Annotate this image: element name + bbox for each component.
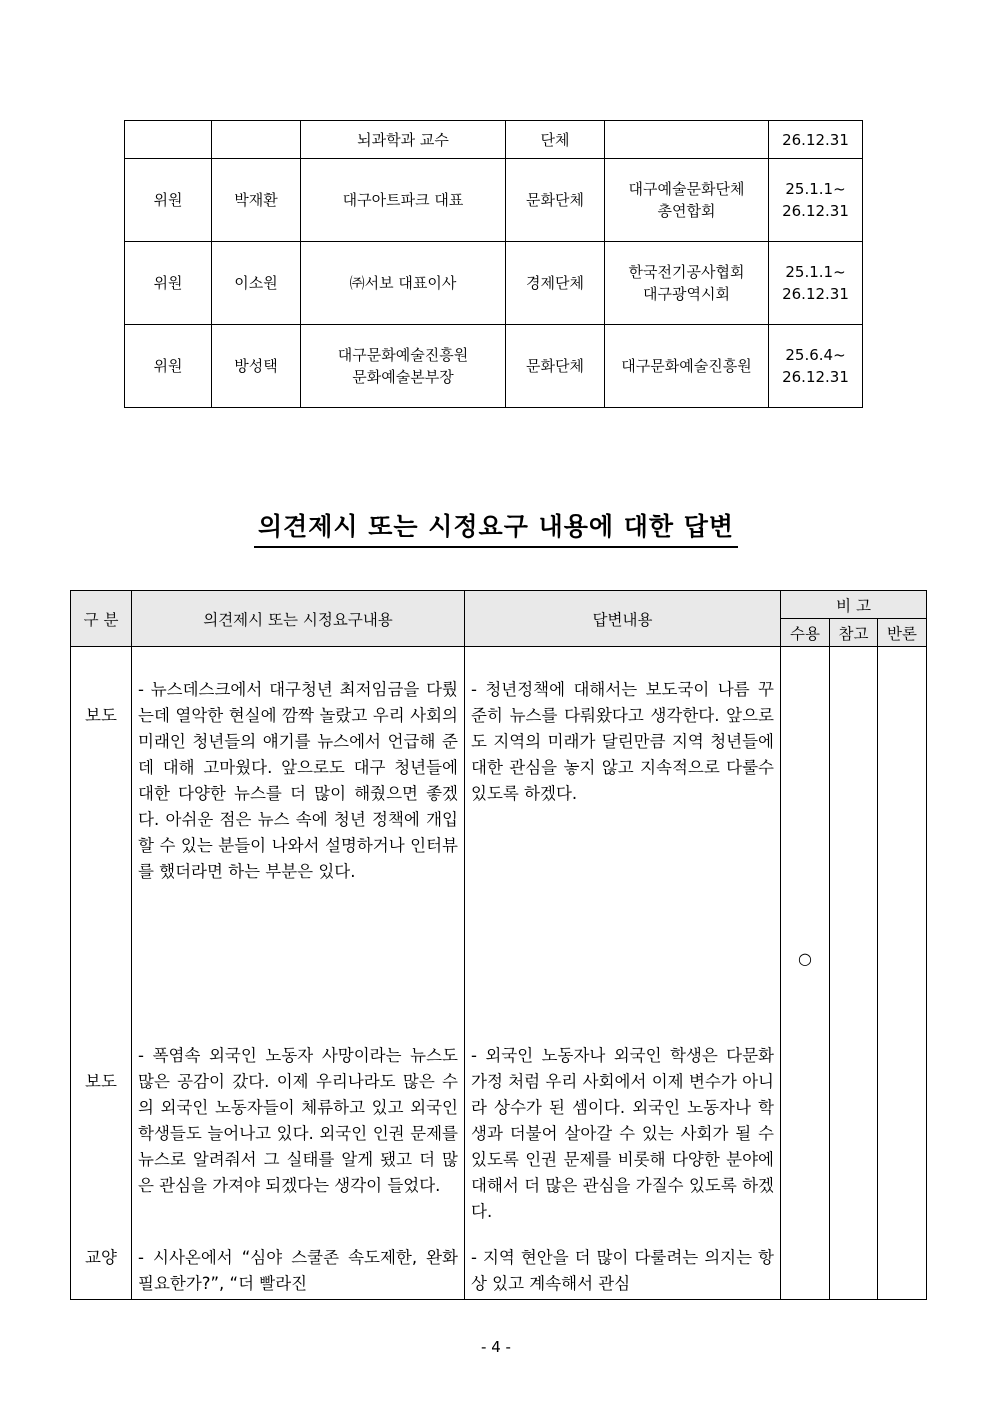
header-rebut: 반론: [878, 619, 927, 647]
entry-answer: - 청년정책에 대해서는 보도국이 나름 꾸준히 뉴스를 다뤄왔다고 생각한다. 앞으로도 지역의 미래가 달린만큼 지역 청년들에 대한 관심을 놓지 않고 지속적으로 다룰수 있도록 하겠다.: [471, 680, 774, 803]
header-category: 구 분: [71, 591, 132, 647]
category-column: [71, 647, 132, 1300]
header-opinion: 의견제시 또는 시정요구내용: [132, 591, 465, 647]
entry-opinion: - 시사온에서 “심야 스쿨존 속도제한, 완화 필요한가?”, “더 빨라진: [138, 1248, 458, 1293]
opinion-column: [132, 647, 465, 1300]
committee-role: 위원: [125, 242, 212, 325]
committee-org: [605, 121, 769, 159]
entry-category: 보도: [85, 706, 117, 725]
committee-term: 25.1.1~ 26.12.31: [769, 159, 863, 242]
committee-name: [212, 121, 301, 159]
section-title-text: 의견제시 또는 시정요구 내용에 대한 답변: [254, 507, 738, 548]
committee-field: 문화단체: [506, 325, 605, 408]
committee-org: 대구문화예술진흥원: [605, 325, 769, 408]
response-table: [70, 590, 927, 1300]
entry-category: 교양: [85, 1248, 117, 1267]
entry-opinion: - 폭염속 외국인 노동자 사망이라는 뉴스도 많은 공감이 갔다. 이제 우리나라도 많은 수의 외국인 노동자들이 체류하고 있고 외국인 학생들도 늘어나고 있다. 외국인 인권 문제를 뉴스로 알려줘서 그 실태를 알게 됐고 더 많은 관심을 가져야 되겠다는 생각이 들었다.: [138, 1046, 458, 1195]
committee-position: 뇌과학과 교수: [301, 121, 506, 159]
committee-name: 이소원: [212, 242, 301, 325]
committee-field: 단체: [506, 121, 605, 159]
entry-answer: - 외국인 노동자나 외국인 학생은 다문화 가정 처럼 우리 사회에서 이제 변수가 아니라 상수가 된 셈이다. 외국인 노동자나 학생과 더불어 살아갈 수 있는 사회가 될 수 있도록 인권 문제를 비롯해 다양한 분야에 대해서 더 많은 관심을 가질수 있도록 하겠다.: [471, 1046, 774, 1221]
committee-role: 위원: [125, 159, 212, 242]
committee-term: 25.6.4~ 26.12.31: [769, 325, 863, 408]
committee-term: 26.12.31: [769, 121, 863, 159]
committee-org: 대구예술문화단체 총연합회: [605, 159, 769, 242]
committee-position: ㈜서보 대표이사: [301, 242, 506, 325]
header-reference: 참고: [830, 619, 878, 647]
reference-column: [830, 647, 878, 1300]
committee-position: 대구문화예술진흥원 문화예술본부장: [301, 325, 506, 408]
committee-name: 방성택: [212, 325, 301, 408]
entry-answer: - 지역 현안을 더 많이 다룰려는 의지는 항상 있고 계속해서 관심: [471, 1248, 774, 1293]
committee-org: 한국전기공사협회 대구광역시회: [605, 242, 769, 325]
committee-row: [125, 242, 863, 325]
accept-column: [781, 647, 830, 1300]
header-accept: 수용: [781, 619, 830, 647]
committee-role: 위원: [125, 325, 212, 408]
committee-field: 경제단체: [506, 242, 605, 325]
committee-row: [125, 121, 863, 159]
header-answer: 답변내용: [465, 591, 781, 647]
committee-name: 박재환: [212, 159, 301, 242]
committee-position: 대구아트파크 대표: [301, 159, 506, 242]
accept-mark: ○: [798, 949, 812, 968]
committee-row: [125, 159, 863, 242]
committee-table: [124, 120, 863, 408]
committee-row: [125, 325, 863, 408]
committee-role: [125, 121, 212, 159]
rebut-column: [878, 647, 927, 1300]
page-number: - 4 -: [481, 1338, 511, 1356]
header-row: [71, 591, 927, 619]
entry-category: 보도: [85, 1072, 117, 1091]
committee-field: 문화단체: [506, 159, 605, 242]
answer-column: [465, 647, 781, 1300]
header-remarks: 비 고: [781, 591, 927, 619]
committee-term: 25.1.1~ 26.12.31: [769, 242, 863, 325]
body-row: [71, 647, 927, 1300]
entry-opinion: - 뉴스데스크에서 대구청년 최저임금을 다뤘는데 열악한 현실에 깜짝 놀랐고 우리 사회의 미래인 청년들의 얘기를 뉴스에서 언급해 준데 대해 고마웠다. 앞으로도 대구 청년들에 대한 다양한 뉴스를 더 많이 해줬으면 좋겠다. 아쉬운 점은 뉴스 속에 청년 정책에 개입할 수 있는 분들이 나와서 설명하거나 인터뷰를 했더라면 하는 부분은 있다.: [138, 680, 458, 881]
section-title: [0, 507, 992, 548]
